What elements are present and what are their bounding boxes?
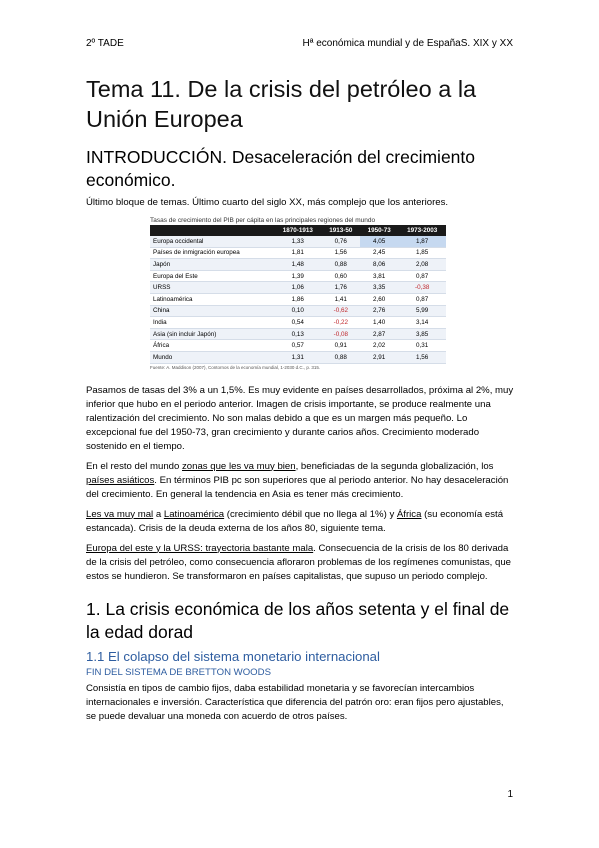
table-row-label: India	[150, 317, 274, 329]
paragraph-3	[86, 508, 514, 536]
section-1-text: Consistía en tipos de cambio fijos, daba estabilidad monetaria y se favorecían intercambios internacionales e inversión. Característica que diferencia del patrón oro: eran fijos pero ajustables, se puede devaluar una moneda con acuerdo de otros países.	[86, 682, 504, 722]
p2-text-a: En el resto del mundo	[86, 460, 182, 472]
table-row-label: URSS	[150, 282, 274, 294]
page-content	[86, 74, 514, 724]
header-right: Hª económica mundial y de EspañaS. XIX y XX	[302, 38, 513, 49]
table-row-label: Países de inmigración europea	[150, 247, 274, 259]
table-cell: 2,02	[360, 340, 398, 352]
page-title: Tema 11. De la crisis del petróleo a la Unión Europea	[86, 76, 477, 132]
table-cell: 1,86	[274, 293, 322, 305]
table-cell: 5,99	[398, 305, 446, 317]
p2-underline-1: zonas que les va muy bien	[182, 460, 296, 472]
p3-underline-3: África	[396, 508, 422, 520]
table-header-cell: 1870-1913	[274, 225, 322, 236]
intro-heading: INTRODUCCIÓN. Desaceleración del crecimiento económico.	[86, 147, 475, 190]
table-cell: 2,87	[360, 328, 398, 340]
table-cell: -0,62	[322, 305, 360, 317]
table-header-cell: 1973-2003	[398, 225, 446, 236]
p3-text-b: (crecimiento débil que no llega al 1%) y	[224, 508, 397, 520]
p3-underline-1: Les va muy mal	[86, 508, 154, 520]
table-cell: 1,81	[274, 247, 322, 259]
p2-text-b: , beneficiadas de la segunda globalización, los	[295, 460, 494, 472]
table-row-label: Europa del Este	[150, 270, 274, 282]
table-row-label: Latinoamérica	[150, 293, 274, 305]
table-row-label: África	[150, 340, 274, 352]
table-row-label: China	[150, 305, 274, 317]
table-row-label: Mundo	[150, 351, 274, 363]
table-cell: 1,40	[360, 317, 398, 329]
table-cell: 3,81	[360, 270, 398, 282]
section-1-1-heading: 1.1 El colapso del sistema monetario internacional	[86, 648, 380, 664]
table-header-cell: 1913-50	[322, 225, 360, 236]
bretton-woods-heading: FIN DEL SISTEMA DE BRETTON WOODS	[86, 666, 271, 678]
table-cell: 2,60	[360, 293, 398, 305]
table-source: Fuente: A. Maddison (2007), Contornos de la economía mundial, 1-2030 d.C., p. 315.	[150, 364, 321, 370]
gdp-table-figure	[150, 216, 446, 370]
table-cell: 2,45	[360, 247, 398, 259]
table-row	[150, 270, 446, 282]
table-cell: 0,13	[274, 328, 322, 340]
table-cell: 3,14	[398, 317, 446, 329]
table-cell: 1,41	[322, 293, 360, 305]
table-cell: 2,91	[360, 351, 398, 363]
table-row	[150, 305, 446, 317]
table-cell: 2,08	[398, 259, 446, 271]
table-body	[150, 236, 446, 363]
p4-text-a: . Consecuencia de la crisis de los 80 derivada de la crisis del petróleo, como consecuencia afloraron problemas de los regímenes comunistas, que estos se hundieron. Se transformaron en países capitalistas, que supuso un periodo complejo.	[86, 542, 512, 582]
p3-text-a: a	[153, 508, 164, 520]
p2-text-c: . En términos PIB pc son superiores que al periodo anterior. No hay desaceleración del crecimiento. En general la tendencia en Asia es tener más crecimiento.	[86, 474, 509, 500]
table-cell: -0,38	[398, 282, 446, 294]
table-cell: -0,08	[322, 328, 360, 340]
section-1-heading: 1. La crisis económica de los años setenta y el final de la edad dorad	[86, 598, 510, 642]
table-cell: 0,31	[398, 340, 446, 352]
table-row	[150, 247, 446, 259]
table-cell: 3,35	[360, 282, 398, 294]
p3-underline-2: Latinoamérica	[163, 508, 225, 520]
p4-underline: Europa del este y la URSS: trayectoria bastante mala	[86, 542, 314, 554]
table-caption: Tasas de crecimiento del PIB per cápita en las principales regiones del mundo	[150, 217, 376, 224]
table-cell: 0,76	[322, 236, 360, 247]
table-header-row	[150, 225, 446, 236]
table-cell: 0,88	[322, 259, 360, 271]
table-cell: 0,87	[398, 270, 446, 282]
table-cell: 1,48	[274, 259, 322, 271]
table-row	[150, 340, 446, 352]
paragraph-4	[86, 542, 514, 584]
table-cell: 0,88	[322, 351, 360, 363]
table-cell: 0,10	[274, 305, 322, 317]
table-cell: 0,57	[274, 340, 322, 352]
p3-text-c: (su economía está estancada). Crisis de la deuda externa de los años 80, siguiente tema.	[86, 508, 504, 534]
table-cell: 2,76	[360, 305, 398, 317]
table-cell: -0,22	[322, 317, 360, 329]
table-row	[150, 282, 446, 294]
paragraph-1: Pasamos de tasas del 3% a un 1,5%. Es muy evidente en países desarrollados, próxima al 2%, muy inferior que hubo en el periodo anterior. Imagen de crisis importante, se produce realmente una ralentización del crecimiento. No son malas debido a que es un margen más pequeño. Lo excepcional fue del 1950-73, gran crecimiento y durante carios años. Crecimiento moderado sostenido en el tiempo.	[86, 384, 514, 452]
table-row-label: Asia (sin incluir Japón)	[150, 328, 274, 340]
table-cell: 1,76	[322, 282, 360, 294]
p2-underline-2: países asiáticos	[86, 474, 155, 486]
table-row	[150, 317, 446, 329]
table-cell: 1,31	[274, 351, 322, 363]
table-cell: 4,05	[360, 236, 398, 247]
intro-text: Último bloque de temas. Último cuarto del siglo XX, más complejo que los anteriores.	[86, 197, 449, 208]
table-row	[150, 351, 446, 363]
table-header-cell: 1950-73	[360, 225, 398, 236]
table-cell: 1,33	[274, 236, 322, 247]
table-cell: 1,85	[398, 247, 446, 259]
page-number: 1	[507, 789, 513, 800]
table-cell: 0,87	[398, 293, 446, 305]
table-cell: 1,87	[398, 236, 446, 247]
table-row	[150, 328, 446, 340]
table-row	[150, 259, 446, 271]
table-cell: 1,56	[322, 247, 360, 259]
table-cell: 1,06	[274, 282, 322, 294]
table-row-label: Europa occidental	[150, 236, 274, 247]
table-row	[150, 293, 446, 305]
table-cell: 1,39	[274, 270, 322, 282]
table-cell: 3,85	[398, 328, 446, 340]
table-row-label: Japón	[150, 259, 274, 271]
paragraph-2	[86, 460, 514, 502]
table-cell: 1,56	[398, 351, 446, 363]
table-cell: 0,91	[322, 340, 360, 352]
gdp-growth-table	[150, 225, 446, 364]
table-header-cell	[150, 225, 274, 236]
table-cell: 0,54	[274, 317, 322, 329]
table-row	[150, 236, 446, 247]
table-cell: 0,60	[322, 270, 360, 282]
table-cell: 8,06	[360, 259, 398, 271]
header-left: 2º TADE	[86, 38, 124, 49]
